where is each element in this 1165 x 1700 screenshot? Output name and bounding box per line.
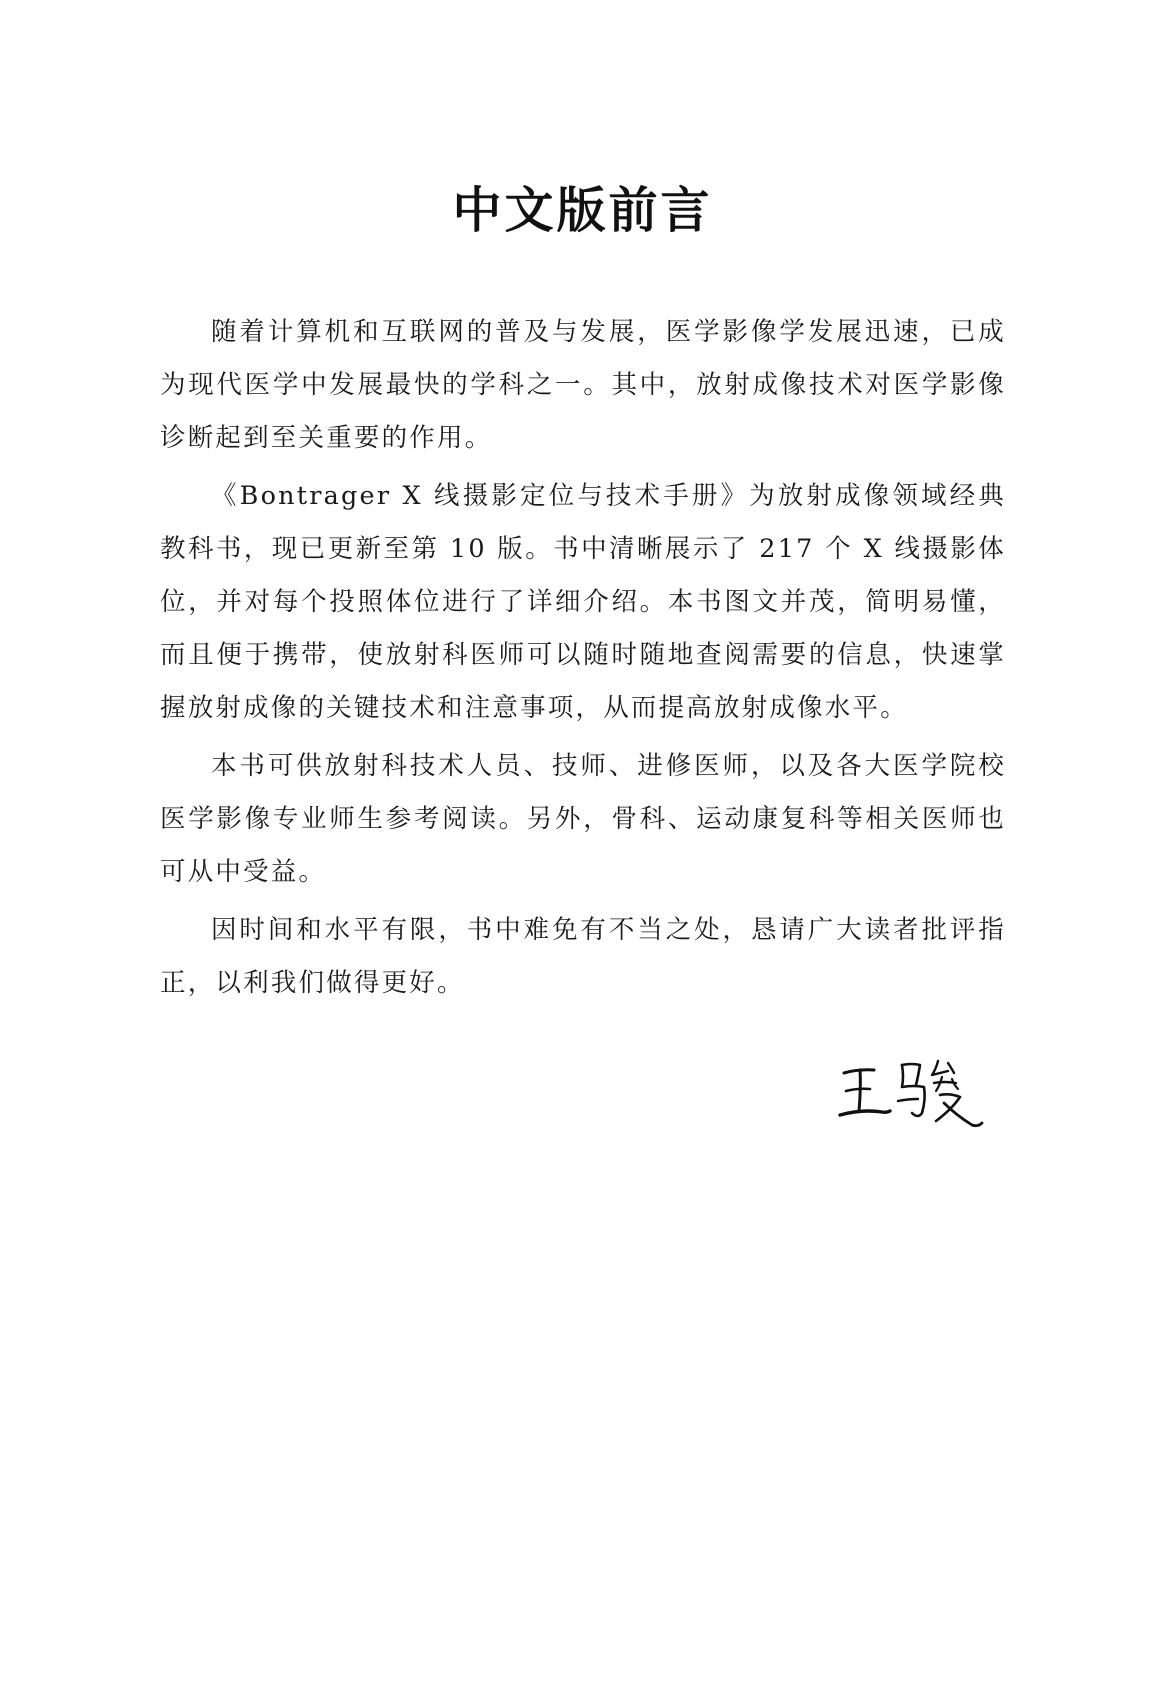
- paragraph-3: 本书可供放射科技术人员、技师、进修医师，以及各大医学院校医学影像专业师生参考阅读。另外，骨科、运动康复科等相关医师也可从中受益。: [160, 751, 1006, 887]
- paragraph-4: 因时间和水平有限，书中难免有不当之处，恳请广大读者批评指正，以利我们做得更好。: [160, 915, 1006, 998]
- handwritten-signature: [836, 1055, 996, 1135]
- preface-body: [160, 306, 1006, 1015]
- paragraph-1: 随着计算机和互联网的普及与发展，医学影像学发展迅速，已成为现代医学中发展最快的学科之一。其中，放射成像技术对医学影像诊断起到至关重要的作用。: [160, 317, 1006, 453]
- signature-image: [836, 1055, 996, 1135]
- paragraph-2: 《Bontrager X 线摄影定位与技术手册》为放射成像领域经典教科书，现已更新至第 10 版。书中清晰展示了 217 个 X 线摄影体位，并对每个投照体位进行了详细介绍。本书图文并茂，简明易懂，而且便于携带，使放射科医师可以随时随地查阅需要的信息，快速掌握放射成像的关键技术和注意事项，从而提高放射成像水平。: [160, 481, 1006, 723]
- page-title: 中文版前言: [452, 182, 713, 239]
